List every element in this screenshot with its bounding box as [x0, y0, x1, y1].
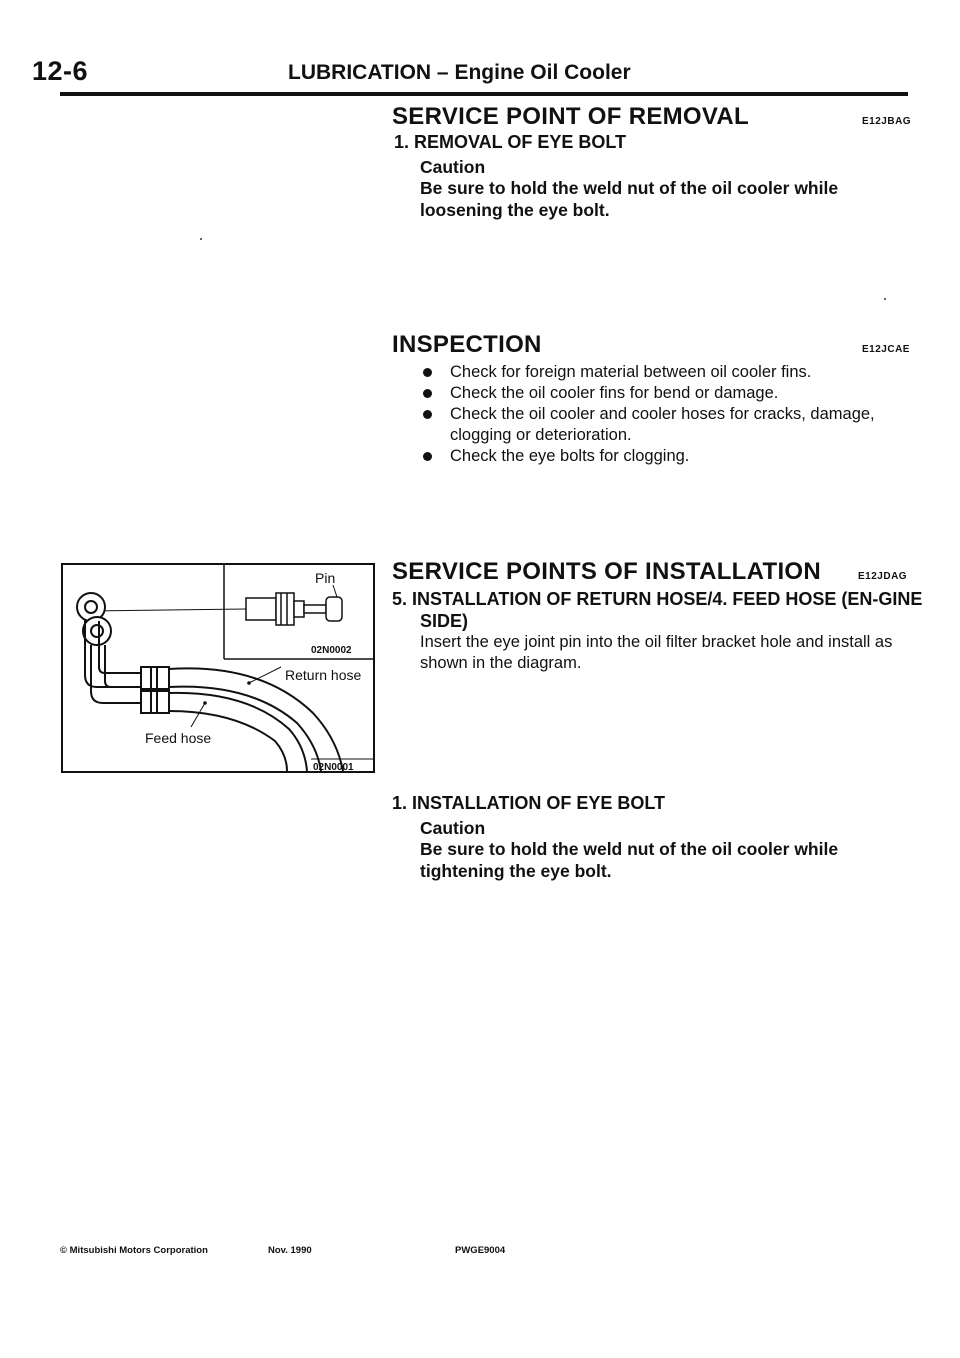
bullet-icon	[423, 389, 432, 398]
removal-section-title: SERVICE POINT OF REMOVAL	[392, 103, 750, 130]
scan-speck	[200, 238, 202, 240]
header-rule	[60, 92, 908, 96]
page-number: 12-6	[32, 56, 89, 86]
installation-caution-text: Be sure to hold the weld nut of the oil cooler while tightening the eye bolt.	[420, 839, 839, 881]
installation-section-title: SERVICE POINTS OF INSTALLATION	[392, 558, 822, 585]
bullet-icon	[423, 368, 432, 377]
list-item-text: Check the oil cooler fins for bend or damage.	[450, 384, 779, 402]
list-item-text: Check the eye bolts for clogging.	[450, 447, 690, 465]
scan-speck	[884, 298, 886, 300]
list-item-text: Check for foreign material between oil cooler fins.	[450, 363, 812, 381]
removal-item-heading: 1. REMOVAL OF EYE BOLT	[394, 132, 627, 152]
installation-item1-heading: 1. INSTALLATION OF EYE BOLT	[392, 793, 665, 813]
inspection-section-code: E12JCAE	[862, 344, 910, 355]
removal-caution-text: Be sure to hold the weld nut of the oil cooler while loosening the eye bolt.	[420, 178, 839, 220]
pin-label: Pin	[315, 570, 336, 586]
list-item	[420, 383, 920, 404]
footer-date: Nov. 1990	[268, 1245, 312, 1256]
installation-item5-heading: 5. INSTALLATION OF RETURN HOSE/4. FEED HOSE (EN-GINE SIDE)	[392, 589, 923, 631]
installation-item5-text: Insert the eye joint pin into the oil filter bracket hole and install as shown in the diagram.	[420, 633, 893, 672]
footer-copyright: © Mitsubishi Motors Corporation	[60, 1245, 208, 1256]
list-item	[420, 446, 920, 467]
inset-code-label: 02N0002	[311, 645, 352, 656]
page-title: LUBRICATION – Engine Oil Cooler	[288, 61, 631, 84]
removal-section-code: E12JBAG	[862, 116, 912, 127]
hose-diagram	[61, 563, 375, 773]
installation-caution-label: Caution	[420, 818, 486, 838]
list-item	[420, 362, 920, 383]
list-item-text: Check the oil cooler and cooler hoses for cracks, damage, clogging or deterioration.	[450, 405, 875, 444]
inspection-section-title: INSPECTION	[392, 331, 542, 358]
installation-section-code: E12JDAG	[858, 571, 908, 582]
footer-doc-code: PWGE9004	[455, 1245, 506, 1256]
feed-hose-label: Feed hose	[145, 730, 212, 746]
removal-caution-label: Caution	[420, 157, 486, 177]
list-item	[420, 404, 920, 446]
bullet-icon	[423, 410, 432, 419]
inspection-list	[420, 362, 920, 467]
hose-diagram-svg	[61, 563, 375, 773]
main-code-label: 02N0001	[313, 762, 354, 773]
bullet-icon	[423, 452, 432, 461]
return-hose-label: Return hose	[285, 667, 362, 683]
